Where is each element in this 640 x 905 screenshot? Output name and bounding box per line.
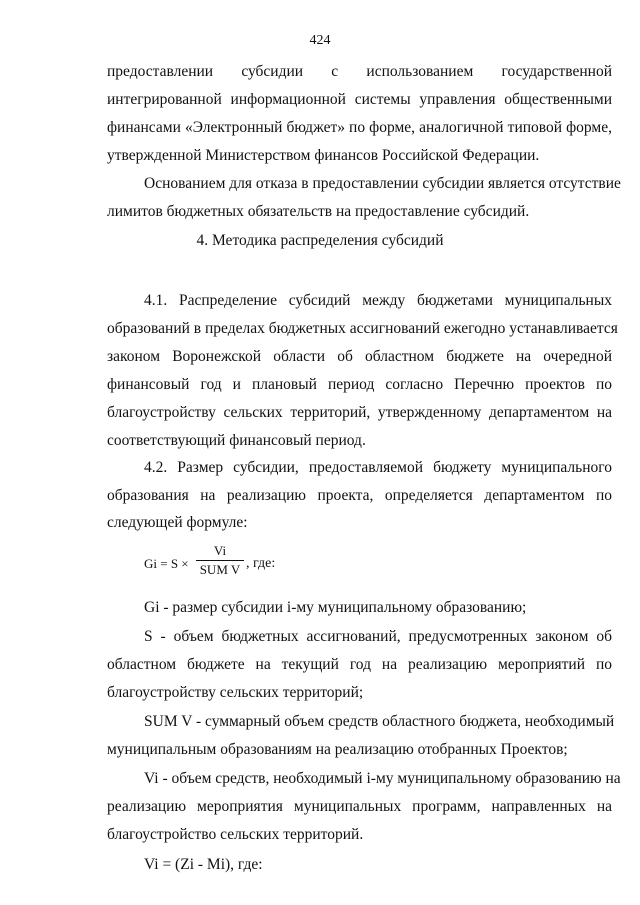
paragraph-4-1-line: финансовый год и плановый период согласно Перечню проектов по [107, 376, 612, 393]
s-definition-line: областном бюджете на текущий год на реализацию мероприятий по [107, 656, 612, 673]
paragraph-4-1-line: законом Воронежской области об областном бюджете на очередной [107, 348, 612, 365]
intro-line: интегрированной информационной системы управления общественными [107, 91, 612, 108]
paragraph-4-2-line: 4.2. Размер субсидии, предоставляемой бюджету муниципального [144, 459, 612, 476]
vi-definition-line: реализацию мероприятия муниципальных программ, направленных на [107, 798, 612, 815]
paragraph-4-1-line: соответствующий финансовый период. [107, 432, 366, 449]
gi-definition: Gi - размер субсидии i-му муниципальному образованию; [144, 599, 527, 616]
vi-formula: Vi = (Zi - Mi), где: [144, 856, 263, 873]
paragraph-4-1-line: благоустройству сельских территорий, утвержденному департаментом на [107, 404, 612, 421]
section-heading: 4. Методика распределения субсидий [196, 232, 444, 249]
paragraph-4-2-line: следующей формуле: [107, 514, 248, 531]
page-number: 424 [309, 33, 331, 48]
sumv-definition-line: SUM V - суммарный объем средств областного бюджета, необходимый [144, 713, 615, 730]
intro-line: утвержденной Министерством финансов Российской Федерации. [107, 147, 540, 164]
paragraph-4-1-line: 4.1. Распределение субсидий между бюджетами муниципальных [144, 292, 612, 309]
vi-definition-line: Vi - объем средств, необходимый i-му муниципальному образованию на [144, 770, 621, 787]
paragraph-4-2-line: образования на реализацию проекта, определяется департаментом по [107, 487, 612, 504]
refusal-line: Основанием для отказа в предоставлении субсидии является отсутствие [144, 175, 621, 192]
s-definition-line: S - объем бюджетных ассигнований, предусмотренных законом об [144, 628, 612, 645]
refusal-line: лимитов бюджетных обязательств на предоставление субсидий. [107, 203, 530, 220]
intro-line: предоставлении субсидии с использованием государственной [107, 63, 612, 80]
sumv-definition-line: муниципальным образованиям на реализацию отобранных Проектов; [107, 741, 568, 758]
paragraph-4-1-line: образований в пределах бюджетных ассигнований ежегодно устанавливается [107, 320, 618, 337]
formula-tail: , где: [246, 556, 276, 571]
formula-numerator: Vi [213, 543, 227, 558]
vi-definition-line: благоустройство сельских территорий. [107, 826, 364, 843]
formula-fraction [196, 542, 244, 579]
formula-lhs: Gi = S × [144, 556, 189, 571]
s-definition-line: благоустройству сельских территорий; [107, 684, 364, 701]
formula-denominator: SUM V [199, 562, 241, 577]
intro-line: финансами «Электронный бюджет» по форме, аналогичной типовой форме, [107, 119, 612, 136]
